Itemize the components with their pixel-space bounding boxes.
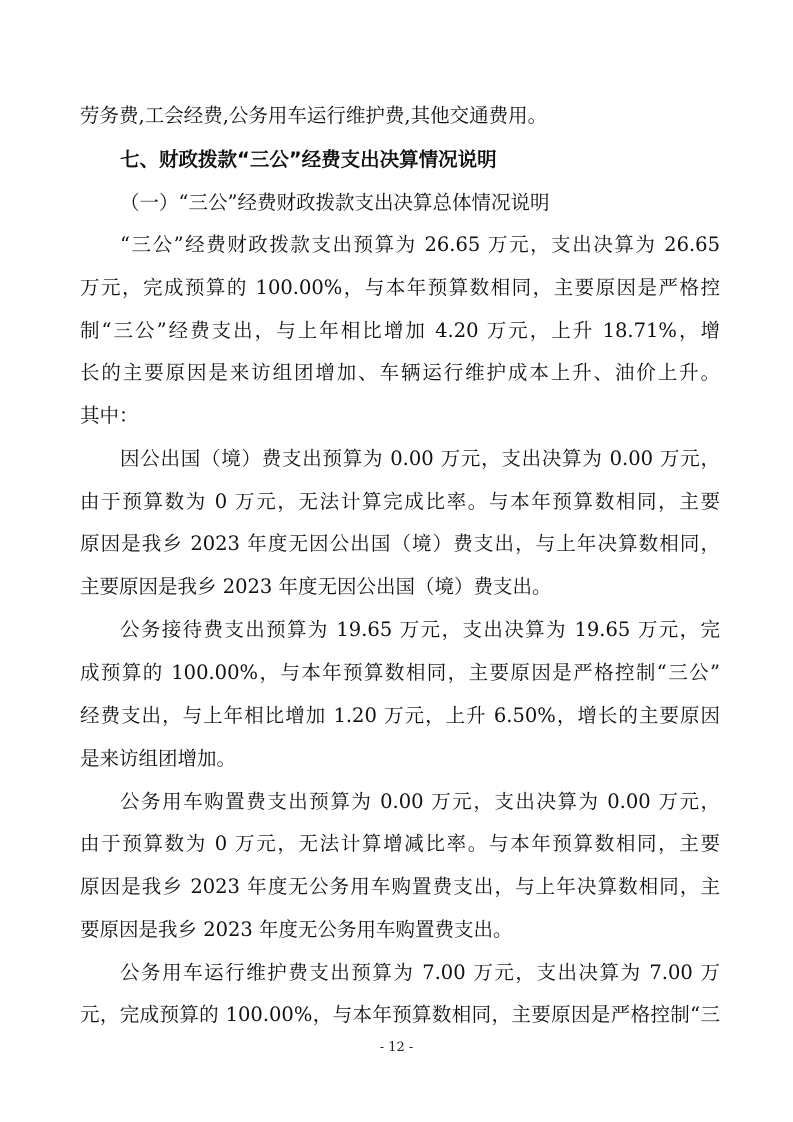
paragraph-line: 是来访组团增加。 xyxy=(80,747,237,770)
paragraph-line: 要原因是我乡 2023 年度无公务用车购置费支出。 xyxy=(80,918,513,941)
paragraph-line: 原因是我乡 2023 年度无因公出国（境）费支出，与上年决算数相同， xyxy=(80,532,720,555)
paragraph-continuation-line: 劳务费,工会经费,公务用车运行维护费,其他交通费用。 xyxy=(80,104,548,127)
paragraph-line: 由于预算数为 0 万元，无法计算完成比率。与本年预算数相同，主要 xyxy=(80,490,720,513)
paragraph-line: 主要原因是我乡 2023 年度无因公出国（境）费支出。 xyxy=(80,575,552,598)
paragraph-line: “三公”经费财政拨款支出预算为 26.65 万元，支出决算为 26.65 xyxy=(120,233,720,256)
paragraph-line: 其中： xyxy=(80,404,139,427)
paragraph-line: 由于预算数为 0 万元，无法计算增减比率。与本年预算数相同，主要 xyxy=(80,832,720,855)
section-heading: 七、财政拨款“三公”经费支出决算情况说明 xyxy=(120,148,497,171)
page-number: - 12 - xyxy=(379,1040,414,1055)
paragraph-line: 公务用车运行维护费支出预算为 7.00 万元，支出决算为 7.00 万 xyxy=(120,961,720,984)
paragraph-line: 原因是我乡 2023 年度无公务用车购置费支出，与上年决算数相同，主 xyxy=(80,875,720,898)
paragraph-line: 元，完成预算的 100.00%，与本年预算数相同，主要原因是严格控制“三 xyxy=(80,1003,720,1026)
paragraph-line: 制“三公”经费支出，与上年相比增加 4.20 万元，上升 18.71%，增 xyxy=(80,319,720,342)
paragraph-line: 公务用车购置费支出预算为 0.00 万元，支出决算为 0.00 万元， xyxy=(120,790,720,813)
paragraph-line: 长的主要原因是来访组团增加、车辆运行维护成本上升、油价上升。 xyxy=(80,361,720,384)
paragraph-line: 万元，完成预算的 100.00%，与本年预算数相同，主要原因是严格控 xyxy=(80,276,720,299)
paragraph-line: 公务接待费支出预算为 19.65 万元，支出决算为 19.65 万元，完 xyxy=(120,618,720,641)
subsection-heading: （一）“三公”经费财政拨款支出决算总体情况说明 xyxy=(120,191,550,214)
paragraph-line: 经费支出，与上年相比增加 1.20 万元，上升 6.50%，增长的主要原因 xyxy=(80,704,720,727)
paragraph-line: 因公出国（境）费支出预算为 0.00 万元，支出决算为 0.00 万元， xyxy=(120,447,720,470)
paragraph-line: 成预算的 100.00%，与本年预算数相同，主要原因是严格控制“三公” xyxy=(80,661,720,684)
